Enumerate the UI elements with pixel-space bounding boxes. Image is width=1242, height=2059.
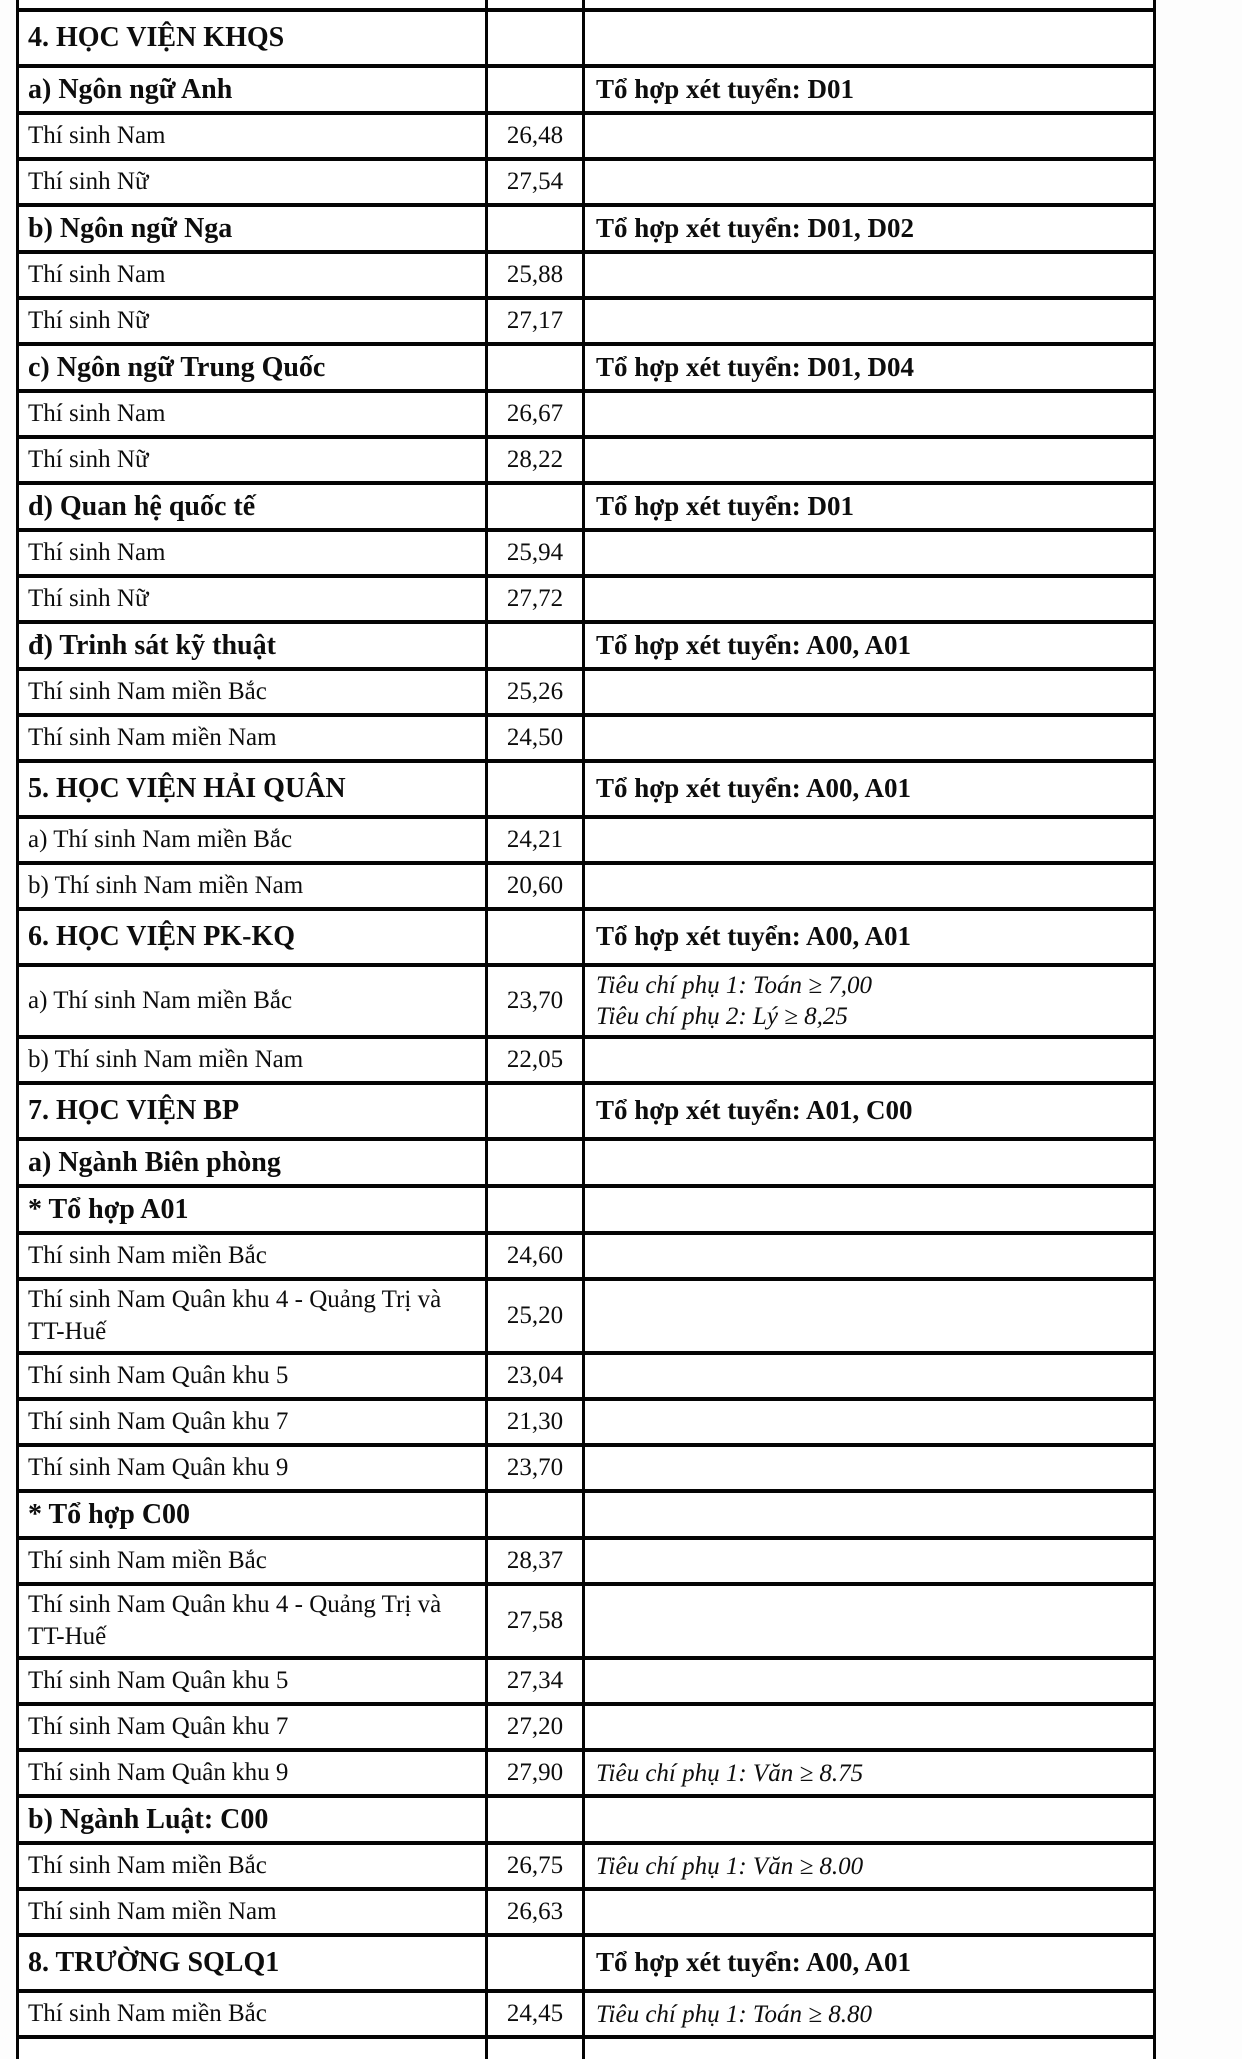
category-cell: Thí sinh Nam [18,113,487,159]
table-row [18,1399,1155,1445]
note-line: Tổ hợp xét tuyển: A00, A01 [596,629,911,660]
note-cell [584,909,1155,965]
table-row [18,252,1155,298]
category-cell: * Tổ hợp C00 [18,1491,487,1538]
note-cell [584,159,1155,205]
note-cell [584,0,1155,10]
score-cell: 26,63 [487,1889,584,1935]
score-cell [487,1796,584,1843]
category-cell: Thí sinh Nữ [18,437,487,483]
note-cell [584,252,1155,298]
category-cell [18,0,487,10]
score-cell [487,344,584,391]
note-cell [584,1658,1155,1704]
table-row [18,159,1155,205]
score-cell: 25,20 [487,1279,584,1353]
table-row [18,1935,1155,1991]
category-cell: Thí sinh Nam miền Bắc [18,1233,487,1279]
category-cell: Thí sinh Nam miền Nam [18,1889,487,1935]
note-line: Tổ hợp xét tuyển: A00, A01 [596,921,911,952]
score-cell [487,1186,584,1233]
category-cell: Thí sinh Nam Quân khu 9 [18,1750,487,1796]
category-cell: b) Thí sinh Nam miền Nam [18,1037,487,1083]
category-cell: b) Ngành Luật: C00 [18,1796,487,1843]
table-row [18,1186,1155,1233]
category-cell: 7. HỌC VIỆN BP [18,1083,487,1139]
note-line: Tổ hợp xét tuyển: D01, D04 [596,351,914,382]
category-cell: Thí sinh Nam Quân khu 5 [18,1353,487,1399]
note-line: Tổ hợp xét tuyển: A00, A01 [596,1947,911,1978]
category-cell: Thí sinh Nam Quân khu 5 [18,1658,487,1704]
category-cell: Thí sinh Nam [18,530,487,576]
note-line: Tổ hợp xét tuyển: D01 [596,490,854,521]
score-cell: 26,67 [487,391,584,437]
note-cell [584,1445,1155,1491]
category-cell: Thí sinh Nam miền Bắc [18,1843,487,1889]
category-cell: Thí sinh Nam Quân khu 7 [18,1399,487,1445]
note-cell [584,1584,1155,1658]
note-cell [584,965,1155,1037]
table-row [18,1991,1155,2037]
note-line: Tiêu chí phụ 1: Toán ≥ 8.80 [596,2000,873,2028]
note-cell [584,391,1155,437]
table-row [18,576,1155,622]
note-cell [584,576,1155,622]
table-row [18,1658,1155,1704]
score-cell [487,1139,584,1186]
note-line: Tổ hợp xét tuyển: D01, D02 [596,212,914,243]
category-cell: đ) Trinh sát kỹ thuật [18,622,487,669]
note-cell [584,817,1155,863]
table-row [18,483,1155,530]
note-cell [584,1399,1155,1445]
score-cell: 21,30 [487,1399,584,1445]
score-cell: 24,45 [487,1991,584,2037]
category-cell: a) Ngôn ngữ Anh [18,66,487,113]
note-cell [584,1991,1155,2037]
category-cell: Thí sinh Nam miền Bắc [18,1538,487,1584]
table-row [18,715,1155,761]
note-line: Tiêu chí phụ 2: Lý ≥ 8,25 [596,1003,848,1030]
table-row [18,1233,1155,1279]
category-cell: Thí sinh Nữ [18,159,487,205]
category-cell: Thí sinh Nam Quân khu 9 [18,1445,487,1491]
note-cell [584,863,1155,909]
note-line: Tiêu chí phụ 1: Toán ≥ 7,00 [596,972,873,999]
score-cell: 27,17 [487,298,584,344]
note-cell [584,298,1155,344]
table-row [18,530,1155,576]
table-row [18,669,1155,715]
table-row [18,1796,1155,1843]
category-cell: Thí sinh Nam miền Bắc [18,669,487,715]
note-line: Tổ hợp xét tuyển: A00, A01 [596,773,911,804]
table-row [18,1750,1155,1796]
table-row [18,1353,1155,1399]
note-cell [584,66,1155,113]
category-cell: d) Quan hệ quốc tế [18,483,487,530]
score-cell [487,0,584,10]
category-cell: Thí sinh Nam Quân khu 4 - Quảng Trị và TT-Huế [18,1279,487,1353]
score-cell: 28,22 [487,437,584,483]
note-cell [584,344,1155,391]
score-cell [487,205,584,252]
category-cell: a) Thí sinh Nam miền Bắc [18,965,487,1037]
category-cell: 4. HỌC VIỆN KHQS [18,10,487,66]
note-cell [584,1139,1155,1186]
score-cell: 26,48 [487,113,584,159]
score-cell [487,66,584,113]
score-cell [487,483,584,530]
category-cell: * Tổ hợp A01 [18,1186,487,1233]
category-cell: a) Ngành Biên phòng [18,1139,487,1186]
category-cell [18,2037,487,2059]
score-cell: 26,75 [487,1843,584,1889]
note-cell [584,2037,1155,2059]
score-cell: 24,50 [487,715,584,761]
note-cell [584,1233,1155,1279]
note-line: Tiêu chí phụ 1: Văn ≥ 8.75 [596,1759,864,1787]
score-cell: 27,72 [487,576,584,622]
note-cell [584,530,1155,576]
table-row [18,205,1155,252]
table-row [18,1083,1155,1139]
table-row [18,1279,1155,1353]
table-row [18,909,1155,965]
score-cell [487,1491,584,1538]
table-row [18,1139,1155,1186]
category-cell: b) Ngôn ngữ Nga [18,205,487,252]
category-cell: a) Thí sinh Nam miền Bắc [18,817,487,863]
note-cell [584,1491,1155,1538]
table-row [18,1445,1155,1491]
table-row [18,113,1155,159]
category-cell: Thí sinh Nam miền Nam [18,715,487,761]
score-cell [487,1935,584,1991]
table-row [18,1491,1155,1538]
score-cell: 25,88 [487,252,584,298]
note-cell [584,1083,1155,1139]
category-cell: Thí sinh Nam Quân khu 4 - Quảng Trị và TT-Huế [18,1584,487,1658]
table-row [18,391,1155,437]
category-cell: Thí sinh Nữ [18,576,487,622]
note-line: Tổ hợp xét tuyển: A01, C00 [596,1095,913,1126]
note-cell [584,669,1155,715]
score-cell: 23,04 [487,1353,584,1399]
score-cell: 27,20 [487,1704,584,1750]
note-cell [584,1037,1155,1083]
table-row [18,1843,1155,1889]
table-row [18,1538,1155,1584]
note-cell [584,1353,1155,1399]
score-cell [487,1083,584,1139]
note-cell [584,1935,1155,1991]
table-row [18,817,1155,863]
table-row [18,965,1155,1037]
score-cell: 23,70 [487,1445,584,1491]
score-cell: 23,70 [487,965,584,1037]
table-row [18,863,1155,909]
cropped-row-top [18,0,1155,10]
table-row [18,344,1155,391]
note-cell [584,1279,1155,1353]
note-line: Tổ hợp xét tuyển: D01 [596,73,854,104]
score-cell: 24,60 [487,1233,584,1279]
cropped-row-bottom [18,2037,1155,2059]
category-cell: Thí sinh Nam Quân khu 7 [18,1704,487,1750]
score-cell [487,2037,584,2059]
score-cell: 27,34 [487,1658,584,1704]
table-row [18,298,1155,344]
table-row [18,622,1155,669]
score-cell [487,10,584,66]
admission-scores-table [16,0,1156,2059]
score-cell [487,622,584,669]
note-cell [584,1843,1155,1889]
note-cell [584,1889,1155,1935]
note-line: Tiêu chí phụ 1: Văn ≥ 8.00 [596,1852,864,1880]
table-row [18,1704,1155,1750]
note-cell [584,205,1155,252]
note-cell [584,10,1155,66]
note-cell [584,437,1155,483]
table-row [18,437,1155,483]
table-row [18,761,1155,817]
category-cell: b) Thí sinh Nam miền Nam [18,863,487,909]
note-cell [584,113,1155,159]
admission-scores-table-wrap [16,0,1156,2059]
score-cell [487,761,584,817]
category-cell: Thí sinh Nam miền Bắc [18,1991,487,2037]
category-cell: Thí sinh Nữ [18,298,487,344]
note-cell [584,1186,1155,1233]
table-row [18,1584,1155,1658]
note-cell [584,1704,1155,1750]
category-cell: Thí sinh Nam [18,252,487,298]
category-cell: 8. TRƯỜNG SQLQ1 [18,1935,487,1991]
category-cell: 5. HỌC VIỆN HẢI QUÂN [18,761,487,817]
category-cell: 6. HỌC VIỆN PK-KQ [18,909,487,965]
score-cell: 28,37 [487,1538,584,1584]
note-cell [584,483,1155,530]
table-row [18,66,1155,113]
score-cell: 27,58 [487,1584,584,1658]
note-cell [584,715,1155,761]
score-cell: 27,90 [487,1750,584,1796]
score-cell: 27,54 [487,159,584,205]
note-cell [584,761,1155,817]
note-cell [584,622,1155,669]
score-cell: 24,21 [487,817,584,863]
table-row [18,10,1155,66]
score-cell: 22,05 [487,1037,584,1083]
table-row [18,1889,1155,1935]
score-cell: 25,94 [487,530,584,576]
category-cell: c) Ngôn ngữ Trung Quốc [18,344,487,391]
note-cell [584,1796,1155,1843]
note-cell [584,1538,1155,1584]
category-cell: Thí sinh Nam [18,391,487,437]
score-cell: 20,60 [487,863,584,909]
table-row [18,1037,1155,1083]
note-cell [584,1750,1155,1796]
score-cell: 25,26 [487,669,584,715]
score-cell [487,909,584,965]
